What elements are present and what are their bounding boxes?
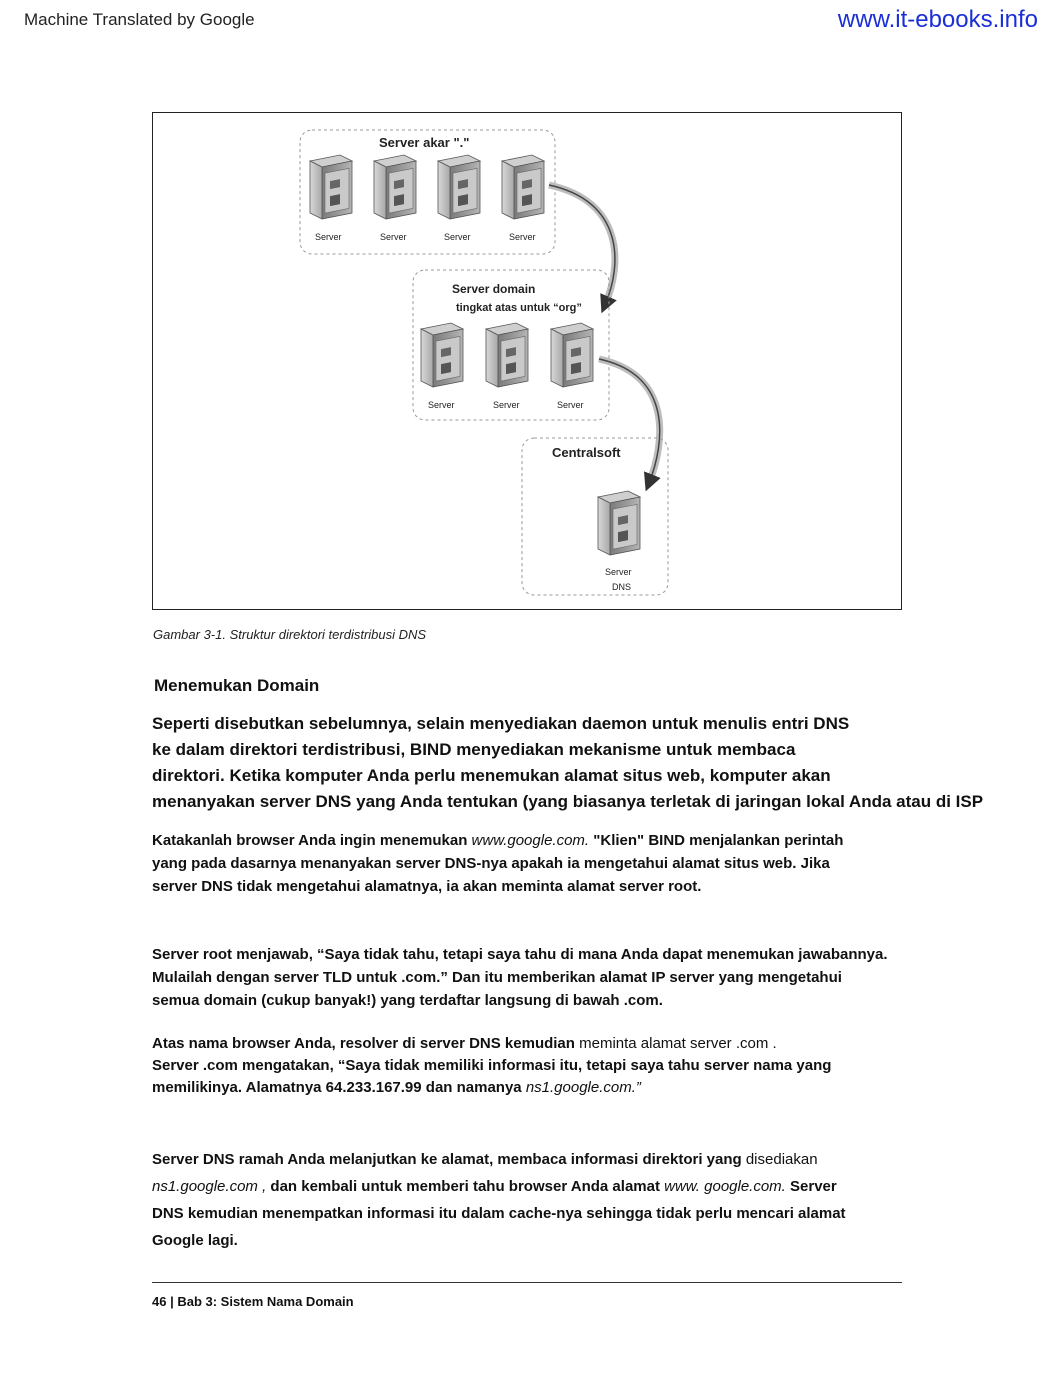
para3-text-b: meminta alamat server .com . — [579, 1035, 777, 1052]
para3-text-c: memilikinya. Alamatnya 64.233.167.99 dan namanya — [152, 1079, 526, 1096]
tld-server-1-icon — [421, 323, 463, 387]
root-server-4-label: Server — [509, 232, 536, 242]
root-server-1-icon — [310, 155, 352, 219]
para4-text-a: Server DNS ramah Anda melanjutkan ke alamat, membaca informasi direktori yang — [152, 1151, 746, 1168]
paragraph-1 — [152, 829, 972, 898]
local-server-label-line1: Server — [605, 567, 632, 577]
lead-line-1: Seperti disebutkan sebelumnya, selain menyediakan daemon untuk menulis entri DNS — [152, 714, 850, 733]
paragraph-3 — [152, 1033, 972, 1099]
lead-line-3: direktori. Ketika komputer Anda perlu menemukan alamat situs web, komputer akan — [152, 766, 831, 785]
para4-text-b: disediakan — [745, 1151, 818, 1168]
para1-domain: www.google.com. — [471, 832, 590, 849]
para2-line-2: Mulailah dengan server TLD untuk .com.” Dan itu memberikan alamat IP server yang mengetahui — [152, 969, 842, 986]
para1-line-2: yang pada dasarnya menanyakan server DNS-nya apakah ia mengetahui alamat situs web. Jika — [152, 855, 830, 872]
tld-server-3-icon — [551, 323, 593, 387]
para4-text-d: Server — [785, 1178, 837, 1195]
para3-ns-domain: ns1.google.com.” — [525, 1079, 641, 1096]
para3-line-2: Server .com mengatakan, “Saya tidak memiliki informasi itu, tetapi saya tahu server nama yang — [152, 1057, 832, 1074]
local-server-label-line2: DNS — [612, 582, 632, 592]
root-server-3-icon — [438, 155, 480, 219]
lead-line-4: menanyakan server DNS yang Anda tentukan (yang biasanya terletak di jaringan lokal Anda atau di ISP — [152, 792, 984, 811]
dns-hierarchy-diagram — [153, 113, 901, 609]
para4-text-c: dan kembali untuk memberi tahu browser Anda alamat — [266, 1178, 665, 1195]
tld-to-local-arrow — [599, 359, 660, 483]
tld-server-3-label: Server — [557, 400, 584, 410]
para1-text-a: Katakanlah browser Anda ingin menemukan — [152, 832, 472, 849]
root-server-3-label: Server — [444, 232, 471, 242]
para2-line-1: Server root menjawab, “Saya tidak tahu, tetapi saya tahu di mana Anda dapat menemukan jawabannya. — [152, 946, 888, 963]
section-heading: Menemukan Domain — [154, 676, 320, 695]
local-dns-server-icon — [598, 491, 640, 555]
root-server-2-icon — [374, 155, 416, 219]
para1-line-3: server DNS tidak mengetahui alamatnya, ia akan meminta alamat server root. — [152, 878, 702, 895]
paragraph-4 — [152, 1146, 972, 1254]
local-group-label: Centralsoft — [552, 445, 621, 460]
para3-text-a: Atas nama browser Anda, resolver di server DNS kemudian — [152, 1035, 580, 1052]
root-server-4-icon — [502, 155, 544, 219]
tld-server-2-label: Server — [493, 400, 520, 410]
root-to-tld-arrow — [549, 185, 615, 305]
tld-server-1-label: Server — [428, 400, 455, 410]
footer-divider — [152, 1282, 902, 1283]
tld-group-label-line2: tingkat atas untuk “org” — [456, 302, 582, 314]
para1-text-c: "Klien" BIND menjalankan perintah — [589, 832, 844, 849]
page-footer: 46 | Bab 3: Sistem Nama Domain — [152, 1294, 354, 1309]
para4-www-domain: www. google.com. — [664, 1178, 786, 1195]
root-server-2-label: Server — [380, 232, 407, 242]
local-group-box — [522, 438, 668, 595]
lead-paragraph — [152, 711, 1052, 815]
paragraph-2 — [152, 943, 972, 1012]
para4-ns-domain: ns1.google.com , — [152, 1178, 267, 1195]
para2-line-3: semua domain (cukup banyak!) yang terdaftar langsung di bawah .com. — [152, 992, 663, 1009]
it-ebooks-link[interactable]: www.it-ebooks.info — [837, 6, 1038, 33]
tld-server-2-icon — [486, 323, 528, 387]
lead-line-2: ke dalam direktori terdistribusi, BIND menyediakan mekanisme untuk membaca — [152, 740, 796, 759]
para4-line-4: Google lagi. — [152, 1232, 238, 1249]
root-server-1-label: Server — [315, 232, 342, 242]
figure-caption: Gambar 3-1. Struktur direktori terdistribusi DNS — [153, 627, 427, 642]
figure-frame — [152, 112, 902, 610]
root-group-label: Server akar "." — [379, 135, 470, 150]
tld-group-label-line1: Server domain — [452, 282, 536, 296]
machine-translated-label: Machine Translated by Google — [24, 10, 255, 29]
para4-line-3: DNS kemudian menempatkan informasi itu dalam cache-nya sehingga tidak perlu mencari alamat — [152, 1205, 846, 1222]
